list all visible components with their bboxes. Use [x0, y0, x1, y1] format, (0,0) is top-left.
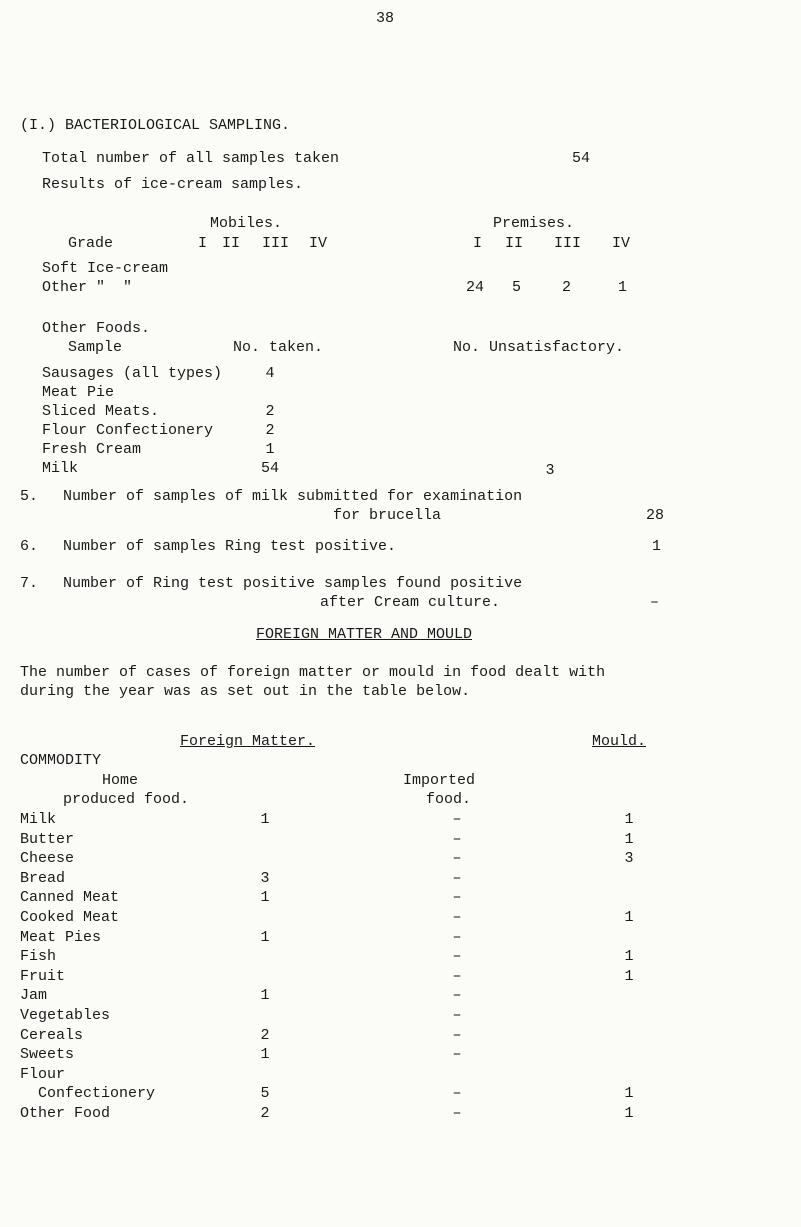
mobiles-grade-i: I — [198, 235, 208, 252]
other-foods-title: Other Foods. — [42, 320, 151, 337]
commodity-cell: Cheese — [20, 850, 75, 867]
home-produced-cell: 1 — [260, 889, 270, 906]
food-sample: Sausages (all types) — [42, 365, 223, 382]
total-samples-label: Total number of all samples taken — [42, 150, 340, 167]
commodity-cell: Cereals — [20, 1027, 84, 1044]
col-sample-header: Sample — [68, 339, 123, 356]
item-number: 7. — [20, 575, 39, 592]
premises-value: 5 — [512, 279, 522, 296]
mould-cell: 1 — [624, 948, 634, 965]
commodity-cell: Confectionery — [20, 1085, 156, 1102]
food-sample: Meat Pie — [42, 384, 115, 401]
commodity-cell: Cooked Meat — [20, 909, 120, 926]
imported-cell: – — [452, 1046, 462, 1063]
mobiles-label: Mobiles. — [210, 215, 283, 232]
premises-grade-iv: IV — [612, 235, 631, 252]
commodity-cell: Milk — [20, 811, 57, 828]
home-produced-cell: 1 — [260, 987, 270, 1004]
premises-value: 2 — [562, 279, 572, 296]
food-sample: Flour Confectionery — [42, 422, 214, 439]
total-samples-value: 54 — [572, 150, 591, 167]
imported-cell: – — [452, 1105, 462, 1122]
ice-cream-title: Results of ice-cream samples. — [42, 176, 304, 193]
mould-cell: 1 — [624, 968, 634, 985]
food-sample: Sliced Meats. — [42, 403, 160, 420]
mould-cell: 1 — [624, 1085, 634, 1102]
mould-cell: 1 — [624, 909, 634, 926]
imported-cell: – — [452, 831, 462, 848]
commodity-cell: Vegetables — [20, 1007, 111, 1024]
commodity-cell: Canned Meat — [20, 889, 120, 906]
imported-cell: – — [452, 909, 462, 926]
food-taken: 2 — [265, 403, 275, 420]
food-taken: 4 — [265, 365, 275, 382]
home-produced-cell: 3 — [260, 870, 270, 887]
commodity-cell: Butter — [20, 831, 75, 848]
item-value: – — [650, 594, 660, 611]
imported-cell: – — [452, 1007, 462, 1024]
premises-label: Premises. — [493, 215, 575, 232]
food-taken: 54 — [260, 460, 279, 477]
page-number: 38 — [376, 10, 395, 27]
home-produced-cell: 5 — [260, 1085, 270, 1102]
foreign-matter-label: Foreign Matter. — [180, 733, 316, 750]
mould-label: Mould. — [592, 733, 647, 750]
mobiles-grade-iii: III — [262, 235, 290, 252]
commodity-cell: Bread — [20, 870, 66, 887]
mobiles-grade-iv: IV — [309, 235, 328, 252]
home-label: Home — [102, 772, 139, 789]
food-taken: 1 — [265, 441, 275, 458]
imported-cell: – — [452, 968, 462, 985]
premises-value: 24 — [466, 279, 485, 296]
home-produced-cell: 2 — [260, 1105, 270, 1122]
item-text: Number of Ring test positive samples found positive — [63, 575, 523, 592]
imported-cell: – — [452, 1027, 462, 1044]
premises-grade-iii: III — [554, 235, 582, 252]
commodity-cell: Flour — [20, 1066, 66, 1083]
food-sample: Milk — [42, 460, 79, 477]
commodity-cell: Sweets — [20, 1046, 75, 1063]
commodity-cell: Jam — [20, 987, 48, 1004]
food-sample: Fresh Cream — [42, 441, 142, 458]
col-unsat-header: No. Unsatisfactory. — [453, 339, 625, 356]
item-text: after Cream culture. — [320, 594, 501, 611]
home-produced-cell: 2 — [260, 1027, 270, 1044]
col-taken-header: No. taken. — [233, 339, 324, 356]
imported-cell: – — [452, 889, 462, 906]
premises-grade-ii: II — [505, 235, 524, 252]
commodity-cell: Fish — [20, 948, 57, 965]
item-value: 1 — [652, 538, 662, 555]
food-taken: 2 — [265, 422, 275, 439]
home-produced-cell: 1 — [260, 929, 270, 946]
mould-cell: 3 — [624, 850, 634, 867]
imported-cell: – — [452, 987, 462, 1004]
item-text: Number of samples Ring test positive. — [63, 538, 397, 555]
premises-value: 1 — [618, 279, 628, 296]
home-produced-cell: 1 — [260, 811, 270, 828]
foreign-intro-line2: during the year was as set out in the table below. — [20, 683, 471, 700]
home-produced-cell: 1 — [260, 1046, 270, 1063]
foreign-heading: FOREIGN MATTER AND MOULD — [256, 626, 473, 643]
mould-cell: 1 — [624, 811, 634, 828]
imported-label: Imported — [403, 772, 476, 789]
imported-cell: – — [452, 850, 462, 867]
grade-label: Grade — [68, 235, 114, 252]
item-text: Number of samples of milk submitted for examination — [63, 488, 523, 505]
commodity-cell: Other Food — [20, 1105, 111, 1122]
item-value: 28 — [646, 507, 665, 524]
item-number: 5. — [20, 488, 39, 505]
item-text: for brucella — [333, 507, 442, 524]
ice-cream-row-label: Other " " — [42, 279, 133, 296]
imported-label: food. — [426, 791, 472, 808]
commodity-cell: Meat Pies — [20, 929, 102, 946]
commodity-label: COMMODITY — [20, 752, 102, 769]
imported-cell: – — [452, 870, 462, 887]
imported-cell: – — [452, 811, 462, 828]
item-number: 6. — [20, 538, 39, 555]
foreign-intro-line1: The number of cases of foreign matter or mould in food dealt with — [20, 664, 606, 681]
home-label: produced food. — [63, 791, 190, 808]
ice-cream-row-label: Soft Ice-cream — [42, 260, 169, 277]
mobiles-grade-ii: II — [222, 235, 241, 252]
mould-cell: 1 — [624, 1105, 634, 1122]
food-unsat: 3 — [545, 462, 555, 479]
premises-grade-i: I — [473, 235, 483, 252]
section-heading — [20, 117, 290, 135]
commodity-cell: Fruit — [20, 968, 66, 985]
section-heading-text: (I.) BACTERIOLOGICAL SAMPLING. — [20, 117, 291, 134]
imported-cell: – — [452, 948, 462, 965]
mould-cell: 1 — [624, 831, 634, 848]
imported-cell: – — [452, 1085, 462, 1102]
imported-cell: – — [452, 929, 462, 946]
